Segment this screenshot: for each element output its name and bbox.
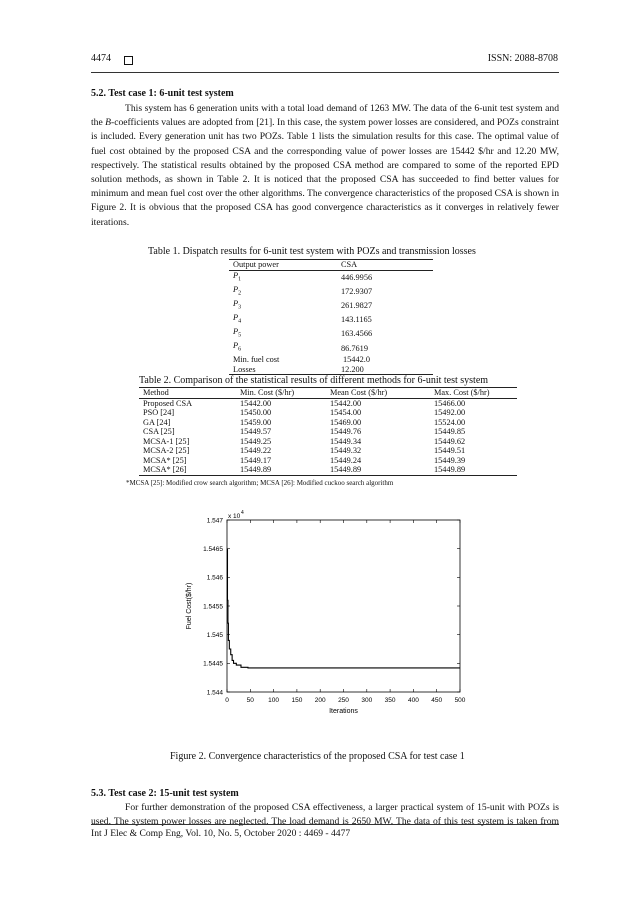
table2-value-cell: 15449.24 <box>330 455 362 465</box>
table1-value-cell: 12.200 <box>337 365 433 375</box>
x-tick-label: 250 <box>338 697 349 704</box>
x-tick-label: 100 <box>268 697 280 704</box>
table1-label-cell: $P_5$ <box>233 327 242 339</box>
section-title-2: 5.3. Test case 2: 15-unit test system <box>91 788 239 799</box>
table1-label-cell: $P_1$ <box>233 270 242 283</box>
table2-value-cell: 15449.32 <box>330 446 362 455</box>
page-number: 4474 <box>91 53 111 64</box>
table-row <box>229 285 433 299</box>
table2-method-cell: MCSA-1 [25] <box>143 436 190 446</box>
section-title: 5.2. Test case 1: 6-unit test system <box>91 88 234 99</box>
header-box-icon <box>124 56 133 65</box>
table2-value-cell: 15459.00 <box>240 417 272 427</box>
table2-value-cell: 15492.00 <box>434 408 466 417</box>
x-tick-label: 400 <box>407 697 419 704</box>
section-body: This system has 6 generation units with a total load demand of 1263 MW. The data of the 6-unit test system and the B-coefficients values are adopted from [21]. In this case, the system power losses are considered, and POZs constraint is included. Every generation unit has two POZs. Table 1 lists the simulation results for this case. The optimal value of fuel cost obtained by the proposed CSA and the corresponding value of power losses are 15442 $/hr and 12.20 MW, respectively. The statistical results obtained by the proposed CSA method are compared to some of the reported EPD solution methods, as shown in Table 2. It is noticed that the proposed CSA has succeeded to find better values for minimum and mean fuel cost over the other algorithms. The convergence characteristics of the proposed CSA is shown in Figure 2. It is obvious that the proposed CSA has good convergence characteristics as it converges in relatively fewer iterations. <box>91 103 559 228</box>
table2-header-min: Min. Cost ($/hr) <box>236 388 326 399</box>
section-body-2: For further demonstration of the proposed CSA effectiveness, a larger practical system of 15-unit with POZs is used. The system power losses are neglected. The load demand is 2650 MW. The data of this test system is taken from <box>91 802 559 828</box>
table-row <box>139 408 517 418</box>
table-row <box>139 427 517 437</box>
table-row <box>229 355 433 365</box>
table2-caption: Table 2. Comparison of the statistical results of different methods for 6-unit test system <box>139 375 489 386</box>
table2-value-cell: 15442.00 <box>240 398 272 408</box>
table2-method-cell: GA [24] <box>143 417 171 427</box>
table2-value-cell: 15449.89 <box>236 465 326 475</box>
table2-value-cell: 15454.00 <box>330 408 362 417</box>
table1-value-cell: 86.7619 <box>341 343 368 353</box>
table2-value-cell: 15449.89 <box>326 465 430 475</box>
table-row <box>139 456 517 466</box>
series-line <box>227 549 460 668</box>
y-tick-label: 1.5445 <box>203 660 223 668</box>
table2-value-cell: 15442.00 <box>330 398 362 408</box>
table1-value-cell: 15442.0 <box>343 355 370 365</box>
table1-label-cell: $P_6$ <box>233 341 242 353</box>
table1-label-cell: $P_3$ <box>233 298 242 311</box>
table2-method-cell: PSO [24] <box>143 408 175 417</box>
table-row <box>229 341 433 355</box>
y-tick-label: 1.547 <box>206 517 223 525</box>
x-tick-label: 350 <box>384 697 396 704</box>
y-axis-label: Fuel Cost($/hr) <box>186 582 193 630</box>
table1-value-cell: 143.1165 <box>341 315 372 325</box>
table1-value-cell: 172.9307 <box>341 286 373 296</box>
table1-label-cell: $P_2$ <box>233 284 242 297</box>
table2-value-cell: 15449.85 <box>434 427 466 436</box>
y-tick-label: 1.546 <box>206 574 223 582</box>
table2-value-cell: 15469.00 <box>330 417 362 427</box>
y-tick-label: 1.545 <box>206 631 223 639</box>
table-row <box>139 446 517 456</box>
footer-rule <box>91 824 559 825</box>
y-exponent-label: x 10 <box>228 513 241 520</box>
table-row <box>139 398 517 408</box>
y-exponent-power: 4 <box>241 510 244 516</box>
table-row <box>229 365 433 375</box>
table2-header-max: Max. Cost ($/hr) <box>430 388 517 399</box>
table2-value-cell: 15449.17 <box>240 455 272 465</box>
table1-header-csa: CSA <box>337 260 433 271</box>
table-row <box>139 465 517 475</box>
y-tick-label: 1.5455 <box>203 603 223 611</box>
table2-value-cell: 15524.00 <box>434 417 466 427</box>
x-tick-label: 0 <box>225 697 229 704</box>
table2-value-cell: 15449.51 <box>434 446 466 455</box>
table2-header-mean: Mean Cost ($/hr) <box>326 388 430 399</box>
table-row <box>229 270 433 285</box>
table2-value-cell: 15449.25 <box>240 436 272 446</box>
table1 <box>229 259 433 375</box>
x-tick-label: 300 <box>361 697 373 704</box>
x-tick-label: 50 <box>246 697 254 704</box>
plot-frame <box>227 520 460 692</box>
table2-method-cell: MCSA* [26] <box>139 465 236 475</box>
table2-value-cell: 15466.00 <box>434 398 466 408</box>
table-row <box>139 437 517 447</box>
x-tick-label: 200 <box>314 697 326 704</box>
table2-method-cell: MCSA-2 [25] <box>143 446 190 455</box>
table-row <box>139 418 517 428</box>
table2-value-cell: 15449.62 <box>434 436 466 446</box>
table2-footnote: *MCSA [25]: Modified crow search algorithm; MCSA [26]: Modified cuckoo search algorithm <box>126 479 394 487</box>
table2-method-cell: Proposed CSA <box>143 398 193 408</box>
table2-value-cell: 15449.76 <box>330 427 362 436</box>
footer-citation: Int J Elec & Comp Eng, Vol. 10, No. 5, October 2020 : 4469 - 4477 <box>91 828 351 839</box>
table2-value-cell: 15449.89 <box>430 465 517 475</box>
header-rule <box>91 72 559 73</box>
x-tick-label: 150 <box>291 697 303 704</box>
table2-value-cell: 15449.22 <box>240 446 272 455</box>
issn-label: ISSN: 2088-8708 <box>487 53 558 64</box>
table-row <box>229 299 433 313</box>
x-axis-label: Iterations <box>329 708 358 715</box>
y-tick-label: 1.544 <box>206 689 223 697</box>
convergence-chart <box>180 505 480 725</box>
table2-value-cell: 15449.34 <box>330 436 362 446</box>
figure2-caption: Figure 2. Convergence characteristics of the proposed CSA for test case 1 <box>170 751 465 762</box>
table1-value-cell: 163.4566 <box>341 329 373 339</box>
table2-value-cell: 15449.39 <box>434 455 466 465</box>
table1-value-cell: 261.9827 <box>341 301 373 311</box>
table-row <box>229 327 433 341</box>
table2-value-cell: 15450.00 <box>240 408 272 417</box>
x-tick-label: 500 <box>454 697 466 704</box>
table2-header-method: Method <box>139 388 236 399</box>
table1-label-cell: Min. fuel cost <box>233 355 280 365</box>
table1-value-cell: 446.9956 <box>341 272 373 282</box>
table-row <box>229 313 433 327</box>
x-tick-label: 450 <box>431 697 443 704</box>
table2-method-cell: MCSA* [25] <box>143 455 187 465</box>
table1-caption: Table 1. Dispatch results for 6-unit test system with POZs and transmission losses <box>148 246 476 257</box>
table1-header-output: Output power <box>229 260 337 271</box>
table2-value-cell: 15449.57 <box>240 427 272 436</box>
table1-label-cell: $P_4$ <box>233 312 242 325</box>
table1-label-cell: Losses <box>229 365 337 375</box>
table2 <box>139 387 517 476</box>
y-tick-label: 1.5465 <box>203 545 223 553</box>
table2-method-cell: CSA [25] <box>143 427 175 436</box>
